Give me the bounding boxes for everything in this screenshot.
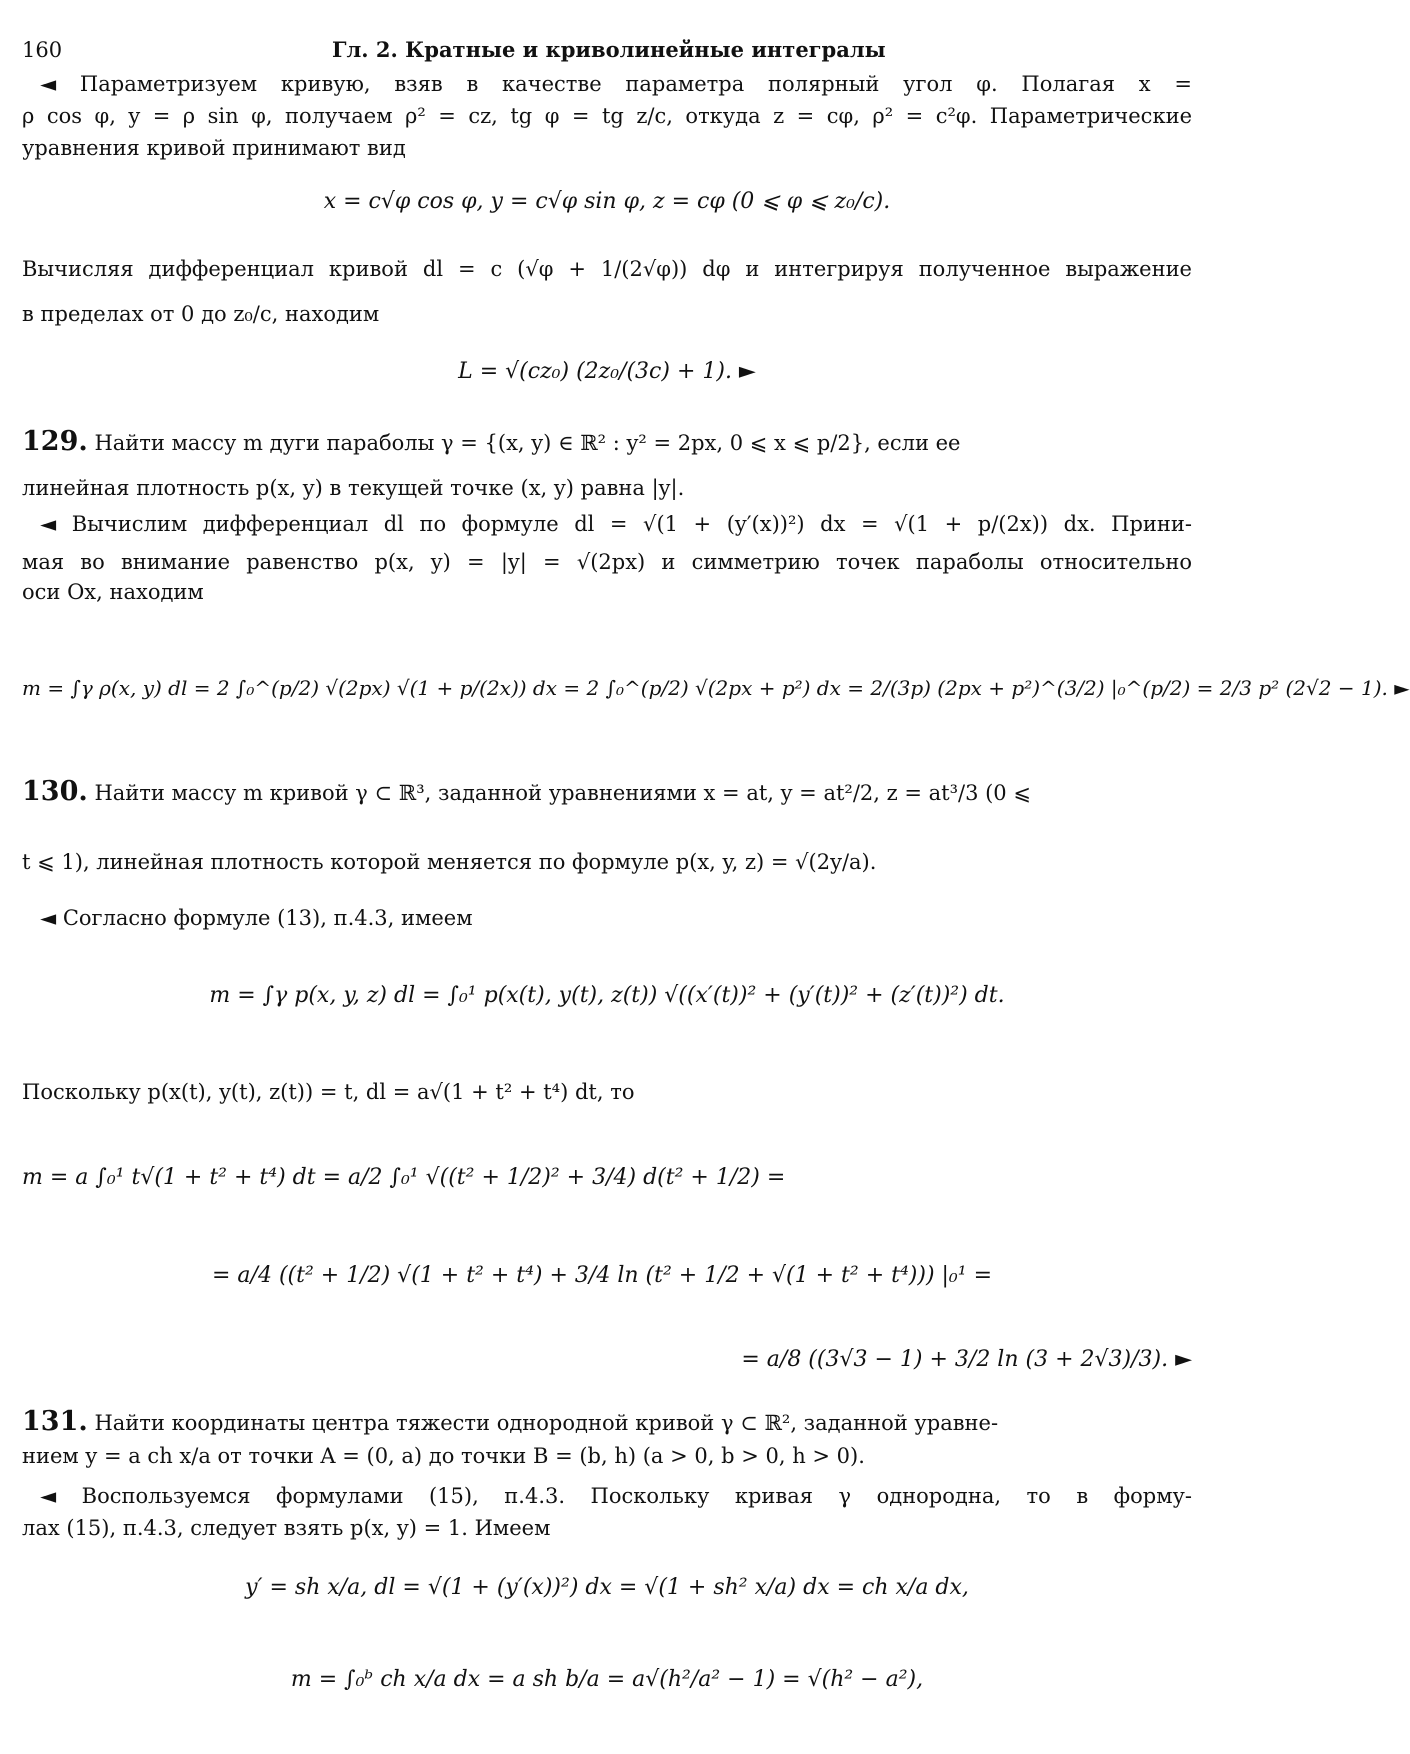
prev-solution-line-4: Вычисляя дифференциал кривой dl = c (√φ + 1/(2√φ)) dφ и интегрируя полученное выражение	[22, 257, 1192, 281]
prev-solution-line-3: уравнения кривой принимают вид	[22, 136, 406, 160]
problem-130-equation-3: = a/4 ((t² + 1/2) √(1 + t² + t⁴) + 3/4 ln (t² + 1/2 + √(1 + t² + t⁴))) |₀¹ =	[212, 1263, 993, 1288]
running-title: Гл. 2. Кратные и криволинейные интегралы	[332, 37, 886, 62]
problem-129-equation: m = ∫γ ρ(x, y) dl = 2 ∫₀^(p/2) √(2px) √(1 + p/(2x)) dx = 2 ∫₀^(p/2) √(2px + p²) dx = 2/(3p) (2px + p²)^(3/2) |₀^(p/2) = 2/3 p² (2√2 − 1). ►	[22, 676, 1410, 700]
problem-131-equation-2: m = ∫₀ᵇ ch x/a dx = a sh b/a = a√(h²/a² − 1) = √(h² − a²),	[290, 1667, 924, 1692]
problem-131-text: Найти координаты центра тяжести однородной кривой γ ⊂ ℝ², заданной уравне-	[94, 1411, 999, 1435]
book-page	[22, 0, 1410, 1754]
problem-130-solution-line-2: Поскольку p(x(t), y(t), z(t)) = t, dl = a√(1 + t² + t⁴) dt, то	[22, 1080, 635, 1104]
problem-131-number: 131.	[22, 1406, 88, 1437]
prev-solution-equation-1: x = c√φ cos φ, y = c√φ sin φ, z = cφ (0 ⩽ φ ⩽ z₀/c).	[323, 189, 891, 214]
problem-131-statement-line-2: нием y = a ch x/a от точки A = (0, a) до точки B = (b, h) (a > 0, b > 0, h > 0).	[22, 1444, 865, 1468]
problem-129-statement-line-2: линейная плотность p(x, y) в текущей точке (x, y) равна |y|.	[22, 476, 685, 500]
page-number: 160	[22, 38, 63, 62]
problem-129-solution-line-1: ◄ Вычислим дифференциал dl по формуле dl = √(1 + (y′(x))²) dx = √(1 + p/(2x)) dx. Прини-	[40, 512, 1192, 536]
problem-130-solution-line-1: ◄ Согласно формуле (13), п.4.3, имеем	[40, 906, 473, 930]
problem-130-equation-2: m = a ∫₀¹ t√(1 + t² + t⁴) dt = a/2 ∫₀¹ √((t² + 1/2)² + 3/4) d(t² + 1/2) =	[22, 1165, 786, 1190]
problem-130-equation-1: m = ∫γ p(x, y, z) dl = ∫₀¹ p(x(t), y(t), z(t)) √((x′(t))² + (y′(t))² + (z′(t))²) dt.	[209, 983, 1005, 1008]
problem-130-equation-4: = a/8 ((3√3 − 1) + 3/2 ln (3 + 2√3)/3). ►	[741, 1347, 1192, 1372]
problem-129-text: Найти массу m дуги параболы γ = {(x, y) ∈ ℝ² : y² = 2px, 0 ⩽ x ⩽ p/2}, если ее	[94, 431, 961, 455]
problem-129-solution-line-2: мая во внимание равенство p(x, y) = |y| = √(2px) и симметрию точек параболы относительно	[22, 550, 1192, 574]
problem-129-number: 129.	[22, 426, 88, 457]
problem-131-equation-1: y′ = sh x/a, dl = √(1 + (y′(x))²) dx = √(1 + sh² x/a) dx = ch x/a dx,	[245, 1575, 969, 1600]
problem-131-solution-line-2: лах (15), п.4.3, следует взять p(x, y) = 1. Имеем	[22, 1516, 551, 1540]
problem-130-statement-line-2: t ⩽ 1), линейная плотность которой меняется по формуле p(x, y, z) = √(2y/a).	[22, 850, 877, 874]
problem-130-text: Найти массу m кривой γ ⊂ ℝ³, заданной уравнениями x = at, y = at²/2, z = at³/3 (0 ⩽	[94, 781, 1031, 805]
problem-130-number: 130.	[22, 776, 88, 807]
problem-129-statement-line-1	[22, 428, 1192, 457]
problem-131-solution-line-1: ◄ Воспользуемся формулами (15), п.4.3. Поскольку кривая γ однородна, то в форму-	[40, 1484, 1192, 1508]
problem-130-statement-line-1	[22, 778, 1192, 807]
problem-129-solution-line-3: оси Ox, находим	[22, 580, 204, 604]
prev-solution-line-2: ρ cos φ, y = ρ sin φ, получаем ρ² = cz, tg φ = tg z/c, откуда z = cφ, ρ² = c²φ. Параметрические	[22, 104, 1192, 128]
prev-solution-line-1: ◄ Параметризуем кривую, взяв в качестве параметра полярный угол φ. Полагая x =	[40, 72, 1192, 96]
prev-solution-line-5: в пределах от 0 до z₀/c, находим	[22, 302, 380, 326]
prev-solution-equation-2: L = √(cz₀) (2z₀/(3c) + 1). ►	[458, 359, 756, 384]
problem-131-statement-line-1	[22, 1408, 1192, 1437]
